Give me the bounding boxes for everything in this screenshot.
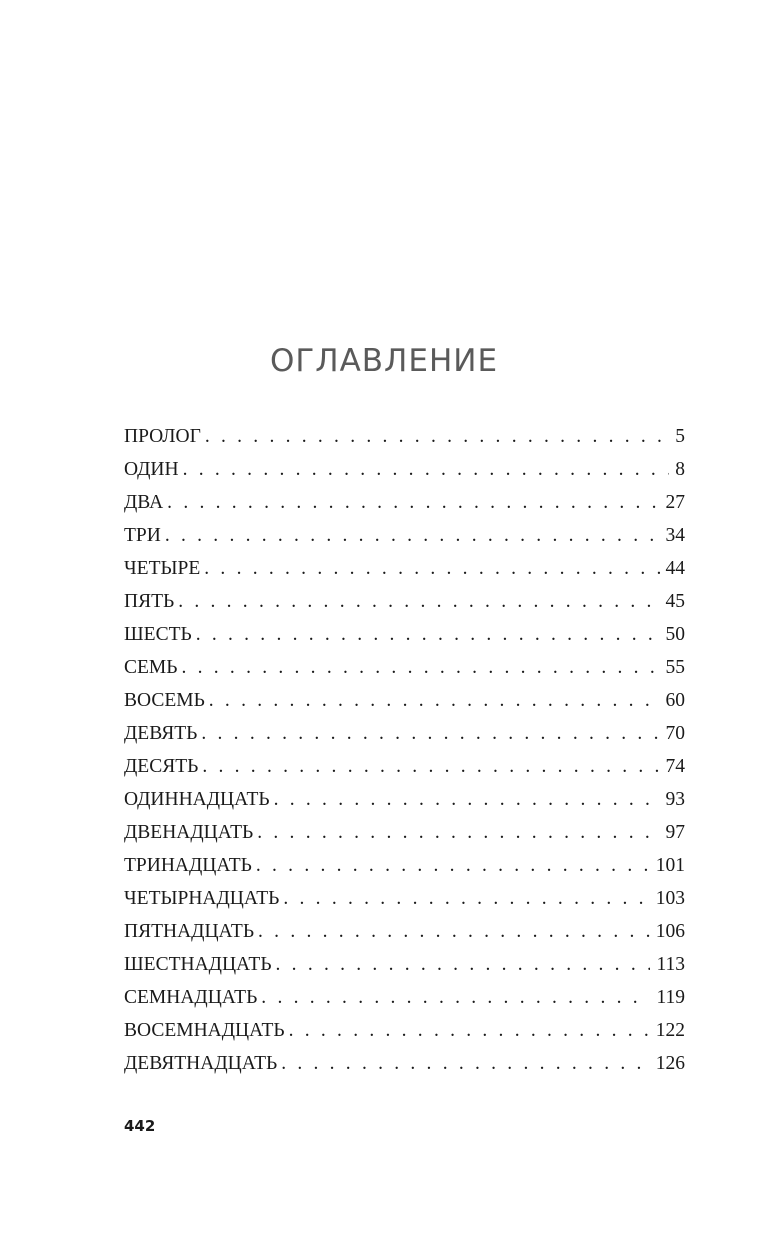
toc-entry[interactable] bbox=[124, 1020, 685, 1053]
toc-entry-page: 119 bbox=[656, 987, 685, 1008]
toc-entry-title: ПЯТНАДЦАТЬ bbox=[124, 921, 255, 942]
toc-entry-title: ВОСЕМНАДЦАТЬ bbox=[124, 1020, 285, 1041]
toc-entry[interactable] bbox=[124, 822, 685, 855]
toc-entry[interactable] bbox=[124, 525, 685, 558]
toc-entry[interactable] bbox=[124, 492, 685, 525]
toc-entry-title: ДЕСЯТЬ bbox=[124, 756, 199, 777]
toc-entry-page: 45 bbox=[665, 591, 685, 612]
toc-dot-leader bbox=[283, 888, 649, 910]
toc-entry-title: ПРОЛОГ bbox=[124, 426, 201, 447]
toc-entry-page: 8 bbox=[675, 459, 685, 480]
toc-entry-page: 74 bbox=[665, 756, 685, 777]
toc-dot-leader bbox=[276, 954, 651, 976]
toc-dot-leader bbox=[202, 756, 659, 778]
toc-entry-page: 97 bbox=[665, 822, 685, 843]
toc-entry[interactable] bbox=[124, 426, 685, 459]
toc-dot-leader bbox=[167, 492, 659, 514]
toc-entry[interactable] bbox=[124, 459, 685, 492]
table-of-contents bbox=[124, 426, 685, 1086]
page-title: ОГЛАВЛЕНИЕ bbox=[269, 343, 499, 379]
page-number: 442 bbox=[124, 1117, 156, 1135]
toc-entry-page: 5 bbox=[675, 426, 685, 447]
toc-entry-title: ВОСЕМЬ bbox=[124, 690, 205, 711]
toc-dot-leader bbox=[258, 921, 650, 943]
toc-entry[interactable] bbox=[124, 756, 685, 789]
toc-entry-title: ТРИНАДЦАТЬ bbox=[124, 855, 252, 876]
toc-entry-page: 60 bbox=[665, 690, 685, 711]
toc-entry-page: 106 bbox=[655, 921, 685, 942]
toc-dot-leader bbox=[181, 657, 659, 679]
toc-entry-title: ДЕВЯТНАДЦАТЬ bbox=[124, 1053, 278, 1074]
toc-entry[interactable] bbox=[124, 657, 685, 690]
toc-entry[interactable] bbox=[124, 624, 685, 657]
toc-entry-title: ШЕСТНАДЦАТЬ bbox=[124, 954, 272, 975]
toc-dot-leader bbox=[165, 525, 660, 547]
toc-dot-leader bbox=[205, 426, 669, 448]
toc-entry-page: 126 bbox=[655, 1053, 685, 1074]
toc-entry-page: 44 bbox=[665, 558, 685, 579]
toc-dot-leader bbox=[289, 1020, 650, 1042]
toc-entry-title: ДЕВЯТЬ bbox=[124, 723, 198, 744]
toc-dot-leader bbox=[256, 855, 650, 877]
toc-entry[interactable] bbox=[124, 591, 685, 624]
toc-entry-title: ТРИ bbox=[124, 525, 161, 546]
toc-entry-title: СЕМНАДЦАТЬ bbox=[124, 987, 258, 1008]
toc-entry-page: 55 bbox=[665, 657, 685, 678]
toc-entry-page: 122 bbox=[655, 1020, 685, 1041]
toc-dot-leader bbox=[281, 1053, 650, 1075]
toc-entry-page: 103 bbox=[655, 888, 685, 909]
toc-entry[interactable] bbox=[124, 723, 685, 756]
toc-entry-page: 101 bbox=[655, 855, 685, 876]
toc-entry-page: 27 bbox=[665, 492, 685, 513]
toc-entry-title: ДВА bbox=[124, 492, 164, 513]
toc-entry[interactable] bbox=[124, 987, 685, 1020]
toc-entry-title: ОДИННАДЦАТЬ bbox=[124, 789, 270, 810]
toc-entry-title: ОДИН bbox=[124, 459, 179, 480]
toc-entry-title: ДВЕНАДЦАТЬ bbox=[124, 822, 254, 843]
toc-entry-title: ШЕСТЬ bbox=[124, 624, 192, 645]
toc-entry-page: 50 bbox=[665, 624, 685, 645]
toc-entry[interactable] bbox=[124, 558, 685, 591]
toc-entry-title: ПЯТЬ bbox=[124, 591, 175, 612]
toc-entry-page: 113 bbox=[656, 954, 685, 975]
toc-dot-leader bbox=[183, 459, 670, 481]
toc-entry-page: 70 bbox=[665, 723, 685, 744]
toc-dot-leader bbox=[274, 789, 660, 811]
toc-dot-leader bbox=[196, 624, 660, 646]
toc-dot-leader bbox=[209, 690, 660, 712]
toc-entry[interactable] bbox=[124, 1053, 685, 1086]
toc-dot-leader bbox=[178, 591, 659, 613]
toc-entry[interactable] bbox=[124, 855, 685, 888]
toc-entry[interactable] bbox=[124, 888, 685, 921]
toc-dot-leader bbox=[261, 987, 650, 1009]
toc-entry-page: 34 bbox=[665, 525, 685, 546]
toc-entry-page: 93 bbox=[665, 789, 685, 810]
toc-entry-title: ЧЕТЫРНАДЦАТЬ bbox=[124, 888, 280, 909]
toc-entry[interactable] bbox=[124, 954, 685, 987]
toc-entry[interactable] bbox=[124, 789, 685, 822]
toc-dot-leader bbox=[257, 822, 659, 844]
toc-entry[interactable] bbox=[124, 921, 685, 954]
toc-entry-title: СЕМЬ bbox=[124, 657, 178, 678]
toc-entry[interactable] bbox=[124, 690, 685, 723]
toc-entry-title: ЧЕТЫРЕ bbox=[124, 558, 201, 579]
toc-dot-leader bbox=[201, 723, 659, 745]
toc-dot-leader bbox=[204, 558, 659, 580]
